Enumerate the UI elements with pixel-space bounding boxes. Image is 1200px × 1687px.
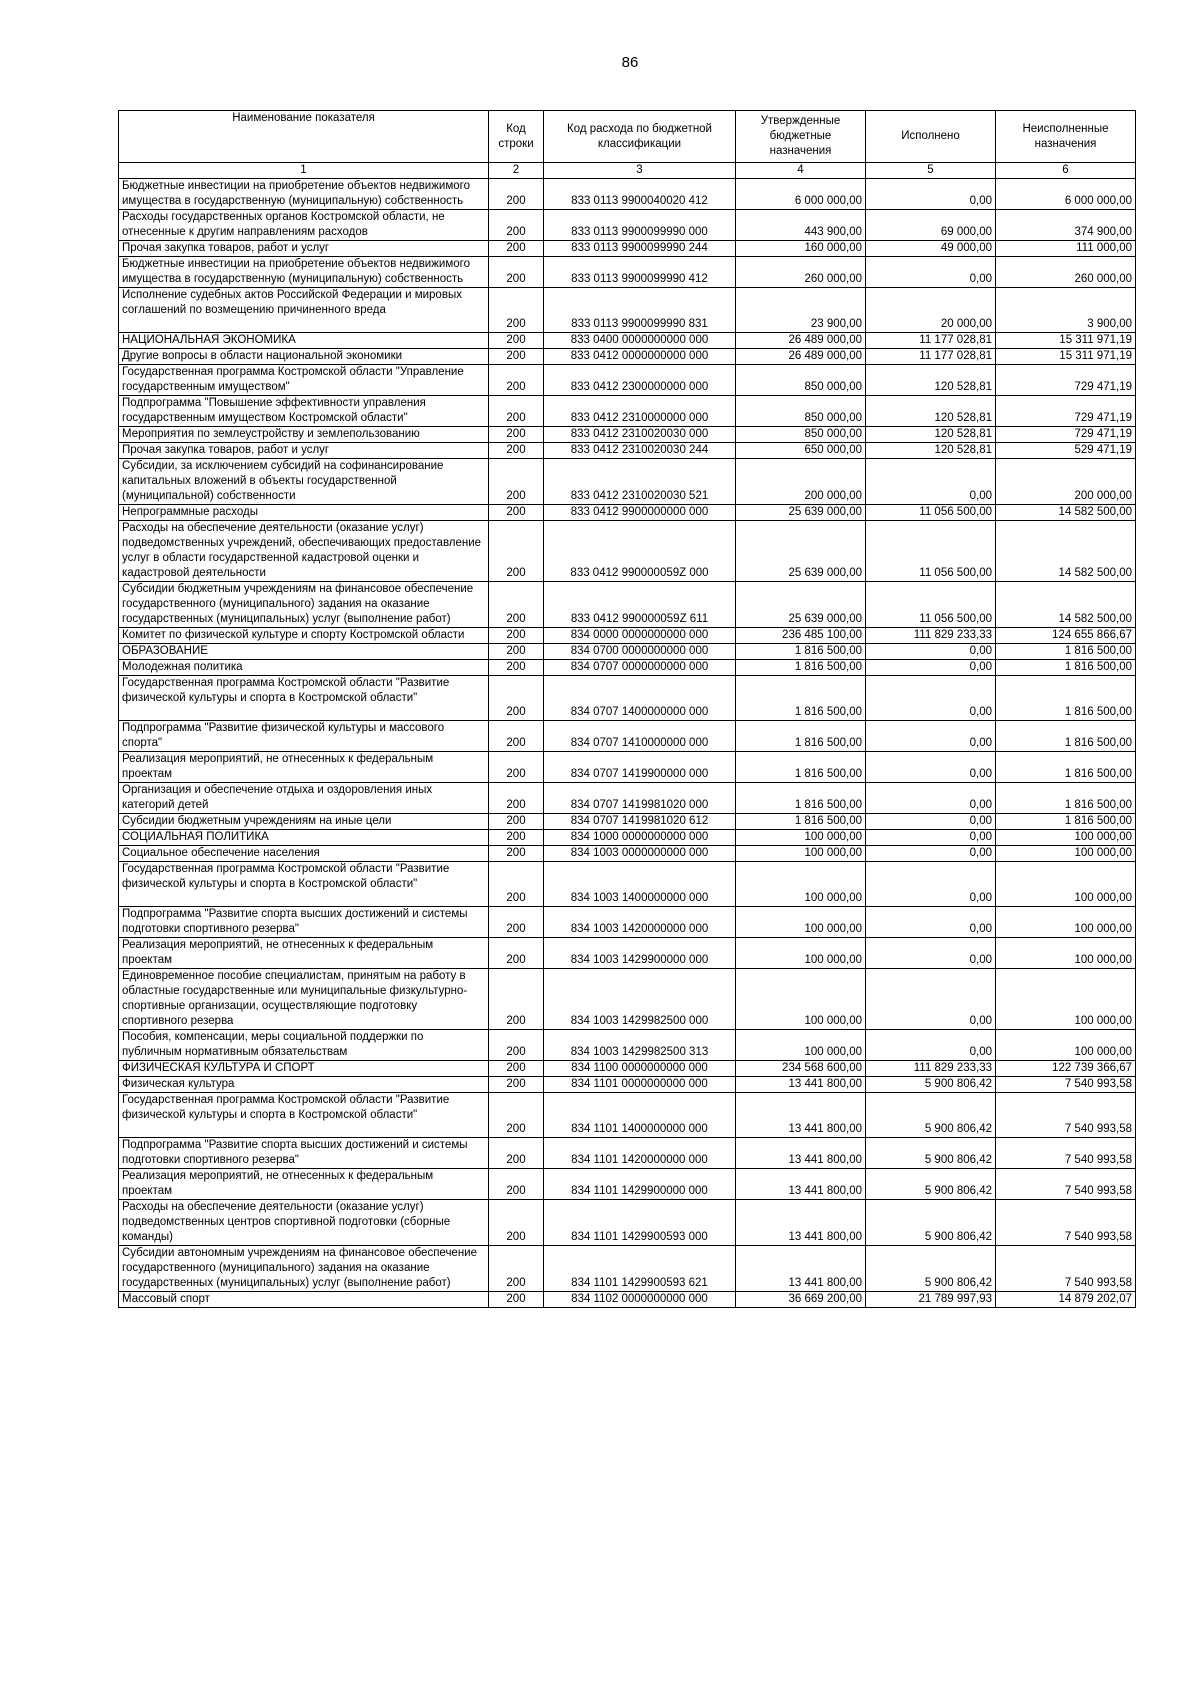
table-row [119,938,1136,969]
row-line-code: 200 [489,1169,544,1200]
row-executed: 11 056 500,00 [866,505,996,521]
table-row [119,644,1136,660]
row-unexecuted: 14 582 500,00 [996,505,1136,521]
row-approved: 850 000,00 [736,396,866,427]
row-executed: 11 056 500,00 [866,582,996,628]
row-approved: 1 816 500,00 [736,721,866,752]
row-budget-code: 834 1101 1429900593 621 [544,1246,736,1292]
row-unexecuted: 124 655 866,67 [996,628,1136,644]
row-approved: 100 000,00 [736,1030,866,1061]
row-executed: 20 000,00 [866,288,996,333]
row-line-code: 200 [489,257,544,288]
row-executed: 0,00 [866,644,996,660]
row-unexecuted: 1 816 500,00 [996,752,1136,783]
row-executed: 0,00 [866,459,996,505]
table-row [119,969,1136,1030]
table-row [119,257,1136,288]
row-line-code: 200 [489,676,544,721]
row-approved: 6 000 000,00 [736,179,866,210]
row-approved: 25 639 000,00 [736,582,866,628]
row-budget-code: 834 0707 0000000000 000 [544,660,736,676]
row-unexecuted: 7 540 993,58 [996,1200,1136,1246]
table-row [119,1030,1136,1061]
row-line-code: 200 [489,938,544,969]
row-line-code: 200 [489,1077,544,1093]
row-budget-code: 833 0412 2310020030 000 [544,427,736,443]
row-approved: 100 000,00 [736,907,866,938]
row-budget-code: 833 0412 2300000000 000 [544,365,736,396]
row-unexecuted: 15 311 971,19 [996,349,1136,365]
row-unexecuted: 100 000,00 [996,1030,1136,1061]
row-line-code: 200 [489,862,544,907]
row-name: Государственная программа Костромской области "Развитие физической культуры и спорта в Костромской области" [119,676,489,721]
row-name: Молодежная политика [119,660,489,676]
table-row [119,628,1136,644]
table-row [119,814,1136,830]
row-executed: 11 056 500,00 [866,521,996,582]
row-line-code: 200 [489,333,544,349]
column-number: 3 [544,163,736,179]
row-executed: 120 528,81 [866,396,996,427]
row-line-code: 200 [489,721,544,752]
row-name: Физическая культура [119,1077,489,1093]
row-executed: 0,00 [866,1030,996,1061]
row-budget-code: 834 1101 1420000000 000 [544,1138,736,1169]
row-name: Расходы государственных органов Костромской области, не отнесенные к другим направлениям расходов [119,210,489,241]
row-executed: 0,00 [866,814,996,830]
row-approved: 26 489 000,00 [736,349,866,365]
row-approved: 100 000,00 [736,862,866,907]
row-approved: 1 816 500,00 [736,783,866,814]
table-row [119,396,1136,427]
row-unexecuted: 3 900,00 [996,288,1136,333]
page-number: 86 [621,54,639,71]
row-budget-code: 834 0707 1419981020 000 [544,783,736,814]
row-name: Исполнение судебных актов Российской Федерации и мировых соглашений по возмещению причиненного вреда [119,288,489,333]
row-budget-code: 834 1101 0000000000 000 [544,1077,736,1093]
row-budget-code: 834 1101 1429900000 000 [544,1169,736,1200]
column-number: 4 [736,163,866,179]
table-row [119,676,1136,721]
table-row [119,1061,1136,1077]
row-name: Подпрограмма "Развитие физической культуры и массового спорта" [119,721,489,752]
row-approved: 100 000,00 [736,938,866,969]
row-approved: 13 441 800,00 [736,1200,866,1246]
row-approved: 1 816 500,00 [736,814,866,830]
row-name: Реализация мероприятий, не отнесенных к федеральным проектам [119,752,489,783]
row-budget-code: 834 1003 1429900000 000 [544,938,736,969]
row-executed: 111 829 233,33 [866,1061,996,1077]
row-unexecuted: 1 816 500,00 [996,644,1136,660]
row-approved: 13 441 800,00 [736,1138,866,1169]
table-row [119,1093,1136,1138]
row-approved: 260 000,00 [736,257,866,288]
budget-execution-table [118,110,1136,1308]
row-approved: 234 568 600,00 [736,1061,866,1077]
row-unexecuted: 7 540 993,58 [996,1246,1136,1292]
row-budget-code: 833 0412 990000059Z 611 [544,582,736,628]
row-executed: 5 900 806,42 [866,1138,996,1169]
row-approved: 850 000,00 [736,365,866,396]
row-executed: 120 528,81 [866,365,996,396]
row-budget-code: 834 1102 0000000000 000 [544,1292,736,1308]
row-approved: 1 816 500,00 [736,752,866,783]
row-budget-code: 833 0113 9900040020 412 [544,179,736,210]
row-executed: 5 900 806,42 [866,1093,996,1138]
table-row [119,1077,1136,1093]
row-executed: 120 528,81 [866,443,996,459]
column-number-row [119,163,1136,179]
row-budget-code: 833 0412 2310020030 521 [544,459,736,505]
row-line-code: 200 [489,179,544,210]
row-name: Государственная программа Костромской области "Развитие физической культуры и спорта в Костромской области" [119,862,489,907]
row-unexecuted: 1 816 500,00 [996,721,1136,752]
row-executed: 0,00 [866,846,996,862]
row-executed: 0,00 [866,938,996,969]
table-row [119,721,1136,752]
row-name: Государственная программа Костромской области "Управление государственным имуществом" [119,365,489,396]
row-budget-code: 834 0707 1400000000 000 [544,676,736,721]
row-line-code: 200 [489,521,544,582]
row-executed: 111 829 233,33 [866,628,996,644]
row-unexecuted: 6 000 000,00 [996,179,1136,210]
row-unexecuted: 15 311 971,19 [996,333,1136,349]
row-unexecuted: 260 000,00 [996,257,1136,288]
row-name: Массовый спорт [119,1292,489,1308]
row-name: ОБРАЗОВАНИЕ [119,644,489,660]
row-name: Организация и обеспечение отдыха и оздоровления иных категорий детей [119,783,489,814]
row-unexecuted: 100 000,00 [996,969,1136,1030]
table-row [119,1169,1136,1200]
row-line-code: 200 [489,505,544,521]
table-row [119,179,1136,210]
row-line-code: 200 [489,1246,544,1292]
row-approved: 13 441 800,00 [736,1093,866,1138]
row-name: Бюджетные инвестиции на приобретение объектов недвижимого имущества в государственную (муниципальную) собственность [119,179,489,210]
table-row [119,1200,1136,1246]
table-row [119,846,1136,862]
column-number: 5 [866,163,996,179]
table-row [119,349,1136,365]
row-approved: 200 000,00 [736,459,866,505]
row-executed: 11 177 028,81 [866,333,996,349]
row-executed: 0,00 [866,907,996,938]
row-budget-code: 834 1003 1400000000 000 [544,862,736,907]
row-budget-code: 833 0412 0000000000 000 [544,349,736,365]
table-row [119,1138,1136,1169]
row-executed: 5 900 806,42 [866,1200,996,1246]
row-line-code: 200 [489,349,544,365]
row-budget-code: 833 0400 0000000000 000 [544,333,736,349]
table-row [119,660,1136,676]
row-name: Расходы на обеспечение деятельности (оказание услуг) подведомственных центров спортивной подготовки (сборные команды) [119,1200,489,1246]
row-unexecuted: 529 471,19 [996,443,1136,459]
row-approved: 13 441 800,00 [736,1077,866,1093]
row-name: Непрограммные расходы [119,505,489,521]
row-unexecuted: 100 000,00 [996,862,1136,907]
table-row [119,1292,1136,1308]
row-line-code: 200 [489,1093,544,1138]
row-line-code: 200 [489,644,544,660]
row-executed: 11 177 028,81 [866,349,996,365]
row-line-code: 200 [489,752,544,783]
row-budget-code: 834 1003 1429982500 313 [544,1030,736,1061]
row-line-code: 200 [489,241,544,257]
row-line-code: 200 [489,969,544,1030]
row-executed: 0,00 [866,676,996,721]
row-line-code: 200 [489,1200,544,1246]
row-line-code: 200 [489,1292,544,1308]
table-row [119,443,1136,459]
row-approved: 650 000,00 [736,443,866,459]
row-line-code: 200 [489,1138,544,1169]
row-executed: 0,00 [866,752,996,783]
row-name: Прочая закупка товаров, работ и услуг [119,241,489,257]
row-budget-code: 833 0113 9900099990 412 [544,257,736,288]
row-line-code: 200 [489,814,544,830]
header-kbk: Код расхода по бюджетной классификации [544,111,736,163]
row-budget-code: 834 0707 1419981020 612 [544,814,736,830]
row-approved: 23 900,00 [736,288,866,333]
row-line-code: 200 [489,846,544,862]
row-budget-code: 834 0700 0000000000 000 [544,644,736,660]
row-unexecuted: 14 582 500,00 [996,521,1136,582]
row-name: Социальное обеспечение населения [119,846,489,862]
row-line-code: 200 [489,396,544,427]
table-row [119,505,1136,521]
row-budget-code: 834 0000 0000000000 000 [544,628,736,644]
row-approved: 13 441 800,00 [736,1169,866,1200]
row-executed: 0,00 [866,660,996,676]
row-unexecuted: 7 540 993,58 [996,1093,1136,1138]
table-row [119,365,1136,396]
row-line-code: 200 [489,210,544,241]
header-approved: Утвержденные бюджетные назначения [736,111,866,163]
row-budget-code: 834 0707 1419900000 000 [544,752,736,783]
row-unexecuted: 729 471,19 [996,365,1136,396]
row-name: Подпрограмма "Развитие спорта высших достижений и системы подготовки спортивного резерва" [119,907,489,938]
row-budget-code: 834 1003 1420000000 000 [544,907,736,938]
header-executed: Исполнено [866,111,996,163]
column-number: 6 [996,163,1136,179]
row-approved: 1 816 500,00 [736,660,866,676]
row-line-code: 200 [489,907,544,938]
table-row [119,210,1136,241]
row-name: Субсидии бюджетным учреждениям на иные цели [119,814,489,830]
row-line-code: 200 [489,459,544,505]
table-row [119,752,1136,783]
row-approved: 36 669 200,00 [736,1292,866,1308]
row-executed: 21 789 997,93 [866,1292,996,1308]
row-unexecuted: 7 540 993,58 [996,1169,1136,1200]
row-name: Подпрограмма "Повышение эффективности управления государственным имуществом Костромской области" [119,396,489,427]
row-line-code: 200 [489,1061,544,1077]
row-unexecuted: 729 471,19 [996,396,1136,427]
row-budget-code: 833 0412 9900000000 000 [544,505,736,521]
row-line-code: 200 [489,830,544,846]
table-row [119,288,1136,333]
row-line-code: 200 [489,628,544,644]
row-line-code: 200 [489,288,544,333]
row-unexecuted: 1 816 500,00 [996,814,1136,830]
row-approved: 25 639 000,00 [736,521,866,582]
row-name: НАЦИОНАЛЬНАЯ ЭКОНОМИКА [119,333,489,349]
row-executed: 0,00 [866,862,996,907]
table-row [119,459,1136,505]
row-line-code: 200 [489,427,544,443]
table-row [119,333,1136,349]
row-executed: 0,00 [866,257,996,288]
row-name: ФИЗИЧЕСКАЯ КУЛЬТУРА И СПОРТ [119,1061,489,1077]
row-executed: 0,00 [866,179,996,210]
row-executed: 5 900 806,42 [866,1246,996,1292]
row-line-code: 200 [489,443,544,459]
row-name: Реализация мероприятий, не отнесенных к федеральным проектам [119,938,489,969]
row-executed: 5 900 806,42 [866,1169,996,1200]
row-unexecuted: 100 000,00 [996,846,1136,862]
table-row [119,1246,1136,1292]
table-body [119,179,1136,1308]
table-row [119,582,1136,628]
row-budget-code: 834 1000 0000000000 000 [544,830,736,846]
header-name: Наименование показателя [119,111,489,163]
table-row [119,241,1136,257]
row-name: Расходы на обеспечение деятельности (оказание услуг) подведомственных учреждений, обеспечивающих предоставление услуг в области государственной кадастровой оценки и кадастровой деятельности [119,521,489,582]
row-name: Государственная программа Костромской области "Развитие физической культуры и спорта в Костромской области" [119,1093,489,1138]
row-executed: 49 000,00 [866,241,996,257]
row-executed: 0,00 [866,969,996,1030]
row-executed: 0,00 [866,783,996,814]
row-executed: 0,00 [866,721,996,752]
row-approved: 1 816 500,00 [736,644,866,660]
row-unexecuted: 14 879 202,07 [996,1292,1136,1308]
row-unexecuted: 100 000,00 [996,938,1136,969]
row-approved: 100 000,00 [736,830,866,846]
row-budget-code: 834 1101 1400000000 000 [544,1093,736,1138]
row-approved: 160 000,00 [736,241,866,257]
table-row [119,830,1136,846]
header-unexecuted: Неисполненные назначения [996,111,1136,163]
row-name: Бюджетные инвестиции на приобретение объектов недвижимого имущества в государственную (муниципальную) собственность [119,257,489,288]
row-budget-code: 834 1003 0000000000 000 [544,846,736,862]
row-budget-code: 834 1101 1429900593 000 [544,1200,736,1246]
row-name: Прочая закупка товаров, работ и услуг [119,443,489,459]
row-name: Подпрограмма "Развитие спорта высших достижений и системы подготовки спортивного резерва" [119,1138,489,1169]
row-approved: 25 639 000,00 [736,505,866,521]
row-name: Субсидии, за исключением субсидий на софинансирование капитальных вложений в объекты государственной (муниципальной) собственности [119,459,489,505]
row-name: СОЦИАЛЬНАЯ ПОЛИТИКА [119,830,489,846]
row-unexecuted: 100 000,00 [996,907,1136,938]
row-name: Единовременное пособие специалистам, принятым на работу в областные государственные или муниципальные физкультурно-спортивные организации, осуществляющие подготовку спортивного резерва [119,969,489,1030]
row-budget-code: 834 1100 0000000000 000 [544,1061,736,1077]
row-unexecuted: 111 000,00 [996,241,1136,257]
row-executed: 120 528,81 [866,427,996,443]
row-name: Другие вопросы в области национальной экономики [119,349,489,365]
table-row [119,862,1136,907]
row-budget-code: 833 0113 9900099990 000 [544,210,736,241]
column-number: 1 [119,163,489,179]
row-approved: 236 485 100,00 [736,628,866,644]
row-unexecuted: 7 540 993,58 [996,1077,1136,1093]
row-unexecuted: 122 739 366,67 [996,1061,1136,1077]
row-unexecuted: 1 816 500,00 [996,783,1136,814]
row-name: Пособия, компенсации, меры социальной поддержки по публичным нормативным обязательствам [119,1030,489,1061]
row-unexecuted: 14 582 500,00 [996,582,1136,628]
row-line-code: 200 [489,660,544,676]
row-budget-code: 833 0113 9900099990 244 [544,241,736,257]
table-row [119,427,1136,443]
row-budget-code: 833 0412 2310000000 000 [544,396,736,427]
row-unexecuted: 7 540 993,58 [996,1138,1136,1169]
row-name: Комитет по физической культуре и спорту Костромской области [119,628,489,644]
row-line-code: 200 [489,783,544,814]
row-budget-code: 834 1003 1429982500 000 [544,969,736,1030]
row-unexecuted: 1 816 500,00 [996,676,1136,721]
row-name: Субсидии бюджетным учреждениям на финансовое обеспечение государственного (муниципального) задания на оказание государственных (муниципальных) услуг (выполнение работ) [119,582,489,628]
row-approved: 1 816 500,00 [736,676,866,721]
column-number: 2 [489,163,544,179]
row-line-code: 200 [489,1030,544,1061]
row-unexecuted: 100 000,00 [996,830,1136,846]
row-executed: 5 900 806,42 [866,1077,996,1093]
row-approved: 100 000,00 [736,969,866,1030]
row-approved: 443 900,00 [736,210,866,241]
row-line-code: 200 [489,365,544,396]
row-approved: 26 489 000,00 [736,333,866,349]
row-line-code: 200 [489,582,544,628]
header-code: Код строки [489,111,544,163]
row-name: Мероприятия по землеустройству и землепользованию [119,427,489,443]
row-approved: 100 000,00 [736,846,866,862]
table-row [119,783,1136,814]
row-budget-code: 833 0412 2310020030 244 [544,443,736,459]
row-name: Реализация мероприятий, не отнесенных к федеральным проектам [119,1169,489,1200]
row-unexecuted: 729 471,19 [996,427,1136,443]
row-budget-code: 833 0113 9900099990 831 [544,288,736,333]
row-executed: 0,00 [866,830,996,846]
table-header-row [119,111,1136,163]
table-row [119,907,1136,938]
row-name: Субсидии автономным учреждениям на финансовое обеспечение государственного (муниципального) задания на оказание государственных (муниципальных) услуг (выполнение работ) [119,1246,489,1292]
row-budget-code: 833 0412 990000059Z 000 [544,521,736,582]
row-approved: 13 441 800,00 [736,1246,866,1292]
row-approved: 850 000,00 [736,427,866,443]
row-unexecuted: 374 900,00 [996,210,1136,241]
row-executed: 69 000,00 [866,210,996,241]
row-unexecuted: 200 000,00 [996,459,1136,505]
table-row [119,521,1136,582]
row-budget-code: 834 0707 1410000000 000 [544,721,736,752]
row-unexecuted: 1 816 500,00 [996,660,1136,676]
